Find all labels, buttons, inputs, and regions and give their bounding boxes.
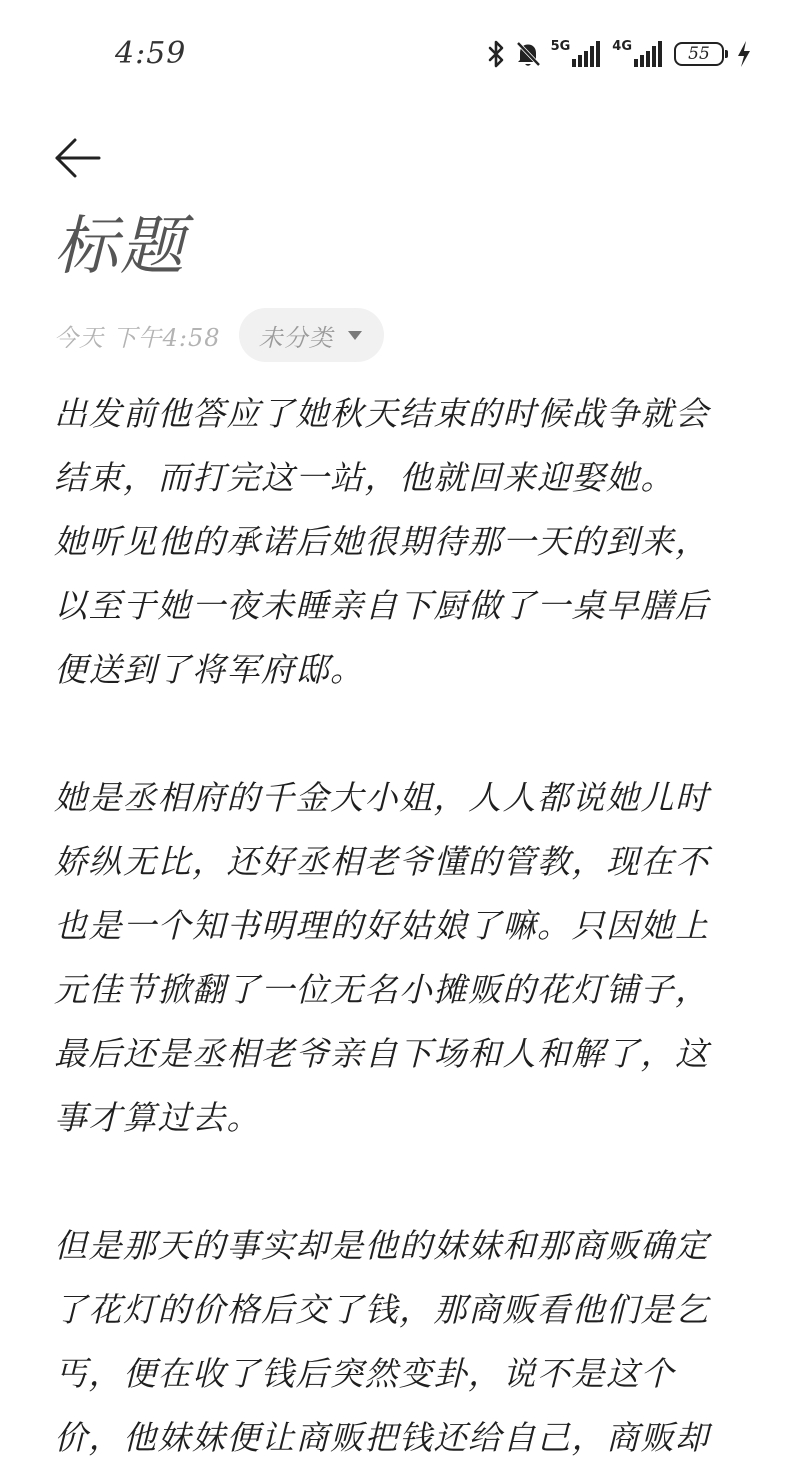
signal-4g: [612, 38, 664, 67]
network-label-4g: 4G: [612, 38, 632, 54]
text-line: 但是那天的事实却是他的妹妹和那商贩确定: [54, 1226, 710, 1265]
paragraph: [54, 766, 744, 1150]
status-time: 4:59: [115, 36, 187, 71]
note-meta: [54, 308, 384, 362]
back-button[interactable]: [50, 130, 106, 186]
paragraph: [54, 1214, 744, 1470]
bluetooth-icon: [487, 40, 505, 68]
paragraph-spacer: [54, 702, 744, 766]
text-line: 最后还是丞相老爷亲自下场和人和解了，这: [54, 1034, 710, 1073]
text-line: 事才算过去。: [54, 1098, 261, 1137]
text-line: 她听见他的承诺后她很期待那一天的到来，: [54, 522, 710, 561]
battery-indicator: 55: [674, 42, 724, 66]
paragraph: [54, 382, 744, 702]
signal-5g: [550, 38, 603, 67]
caret-down-icon: [348, 331, 362, 340]
text-line: 价，他妹妹便让商贩把钱还给自己，商贩却: [54, 1418, 710, 1457]
arrow-left-icon: [53, 136, 103, 180]
network-label-5g: 5G: [550, 38, 571, 54]
text-line: 也是一个知书明理的好姑娘了嘛。只因她上: [54, 906, 710, 945]
status-icons: [487, 36, 752, 72]
note-body[interactable]: [54, 382, 744, 1470]
lightning-icon: [736, 40, 752, 68]
bell-off-icon: [515, 40, 541, 68]
signal-bars-icon: [572, 41, 602, 67]
text-line: 便送到了将军府邸。: [54, 650, 365, 689]
text-line: 以至于她一夜未睡亲自下厨做了一桌早膳后: [54, 586, 710, 625]
category-selector[interactable]: [239, 308, 384, 362]
status-bar: [0, 0, 800, 110]
note-timestamp: 今天 下午4:58: [54, 323, 221, 352]
text-line: 元佳节掀翻了一位无名小摊贩的花灯铺子，: [54, 970, 710, 1009]
text-line: 她是丞相府的千金大小姐，人人都说她儿时: [54, 778, 710, 817]
text-line: 娇纵无比，还好丞相老爷懂的管教，现在不: [54, 842, 710, 881]
signal-bars-icon: [634, 41, 664, 67]
paragraph-spacer: [54, 1150, 744, 1214]
category-label: 未分类: [258, 323, 334, 352]
note-title[interactable]: 标题: [54, 210, 186, 284]
text-line: 结束，而打完这一站，他就回来迎娶她。: [54, 458, 675, 497]
text-line: 丐，便在收了钱后突然变卦，说不是这个: [54, 1354, 675, 1393]
text-line: 出发前他答应了她秋天结束的时候战争就会: [54, 394, 710, 433]
text-line: 了花灯的价格后交了钱，那商贩看他们是乞: [54, 1290, 710, 1329]
